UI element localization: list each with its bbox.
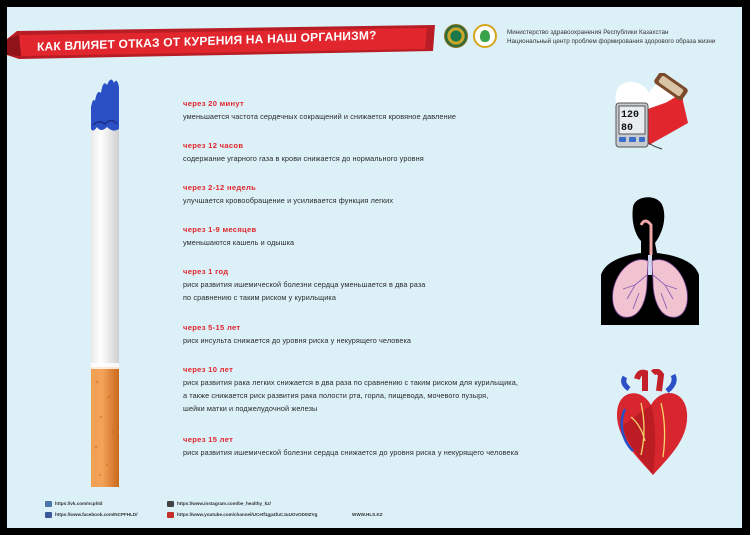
facebook-icon bbox=[45, 512, 52, 518]
footer bbox=[7, 492, 742, 528]
facebook-link[interactable]: https://www.facebook.com/NCPFHLD/ bbox=[45, 511, 138, 518]
systolic-readout: 120 bbox=[621, 110, 640, 121]
step-text: уменьшаются кашель и одышка bbox=[183, 238, 295, 247]
vk-icon bbox=[45, 501, 52, 507]
poster bbox=[7, 7, 742, 528]
ministry-line-2: Национальный центр проблем формирования здорового образа жизни bbox=[507, 38, 716, 45]
step-text: шейки матки и поджелудочной железы bbox=[183, 404, 318, 413]
step-12-hours bbox=[183, 140, 603, 165]
step-time: через 12 часов bbox=[183, 141, 244, 150]
step-time: через 10 лет bbox=[183, 365, 234, 374]
diastolic-readout: 80 bbox=[621, 123, 634, 134]
step-text: риск развития ишемической болезни сердца снижается до уровня риска у некурящего человека bbox=[183, 448, 519, 457]
youtube-icon bbox=[167, 512, 174, 518]
step-1-year bbox=[183, 266, 603, 304]
step-2-12-weeks bbox=[183, 182, 603, 207]
step-text: риск развития ишемической болезни сердца уменьшается в два раза bbox=[183, 280, 426, 289]
step-time: через 1 год bbox=[183, 267, 229, 276]
instagram-icon bbox=[167, 501, 174, 507]
step-5-15-years bbox=[183, 322, 603, 347]
page-title: КАК ВЛИЯЕТ ОТКАЗ ОТ КУРЕНИЯ НА НАШ ОРГАНИЗМ? bbox=[37, 28, 377, 54]
anatomical-heart-icon bbox=[611, 369, 691, 479]
step-text: риск развития рака легких снижается в два раза по сравнению с таким риском для курильщика, bbox=[183, 378, 518, 387]
step-time: через 2-12 недель bbox=[183, 183, 257, 192]
step-time: через 20 минут bbox=[183, 99, 245, 108]
blood-pressure-heart-icon bbox=[602, 73, 697, 158]
step-text: а также снижается риск развития рака полости рта, горла, пищевода, мочевого пузыря, bbox=[183, 391, 489, 400]
step-text: уменьшается частота сердечных сокращений и снижается кровяное давление bbox=[183, 112, 457, 121]
step-time: через 5-15 лет bbox=[183, 323, 241, 332]
step-15-years bbox=[183, 434, 603, 459]
ministry-caption bbox=[507, 28, 715, 46]
step-time: через 1-9 месяцев bbox=[183, 225, 257, 234]
instagram-link[interactable]: https://www.instagram.com/be_healthy_kz/ bbox=[167, 500, 271, 507]
website-link[interactable]: WWW.HLS.KZ bbox=[352, 512, 383, 517]
step-20-minutes bbox=[183, 98, 603, 123]
step-time: через 15 лет bbox=[183, 435, 234, 444]
step-1-9-months bbox=[183, 224, 603, 249]
step-text: содержание угарного газа в крови снижается до нормального уровня bbox=[183, 154, 424, 163]
lungs-silhouette-icon bbox=[595, 195, 705, 325]
kazakhstan-emblem-icon bbox=[444, 24, 468, 48]
cigarette-illustration bbox=[87, 67, 123, 492]
step-text: по сравнению с таким риском у курильщика bbox=[183, 293, 337, 302]
health-center-logo-icon bbox=[473, 24, 497, 48]
youtube-link[interactable]: https://www.youtube.com/channel/UCetf1gp4fuCJuUOvOD0IZVg bbox=[167, 511, 317, 518]
step-text: улучшается кровообращение и усиливается функция легких bbox=[183, 196, 394, 205]
step-text: риск инсульта снижается до уровня риска у некурящего человека bbox=[183, 336, 412, 345]
vk-link[interactable]: https://vk.com/ncphld bbox=[45, 500, 102, 507]
step-10-years bbox=[183, 364, 603, 415]
ministry-line-1: Министерство здравоохранения Республики Казахстан bbox=[507, 29, 669, 36]
